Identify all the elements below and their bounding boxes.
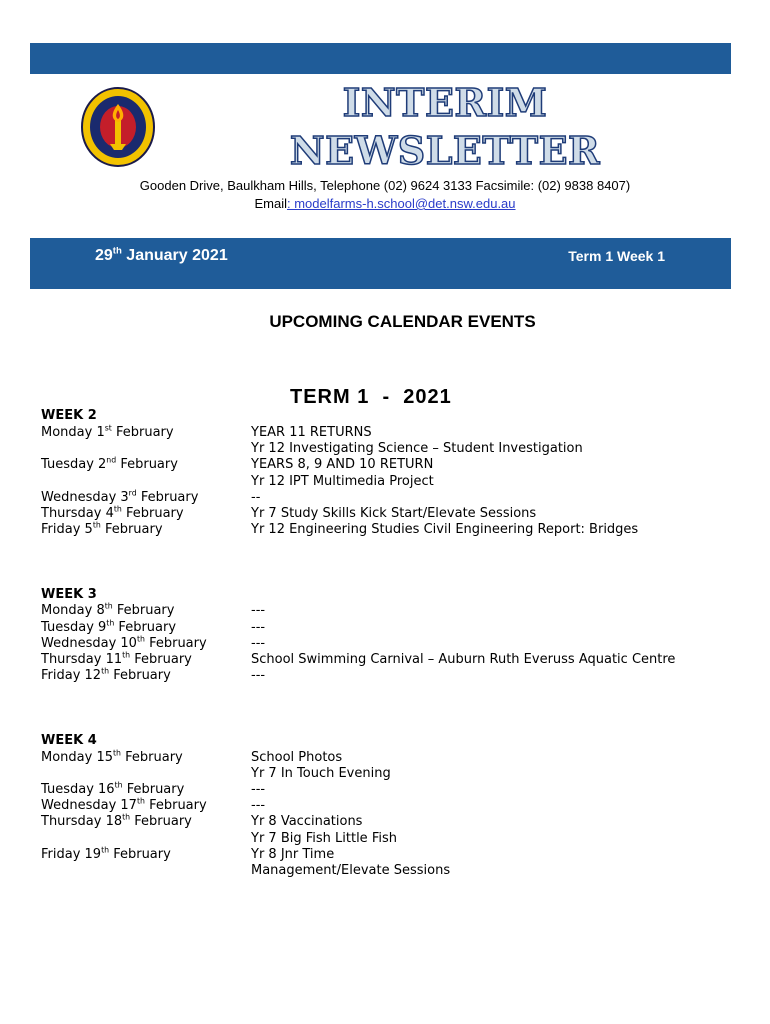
day-label: Wednesday 3rd February [41, 488, 199, 505]
day-label: Monday 1st February [41, 423, 174, 440]
event-item: Management/Elevate Sessions [251, 863, 451, 878]
day-label: Tuesday 2nd February [41, 455, 178, 472]
event-item: School Photos [251, 750, 343, 765]
day-label: Friday 5th February [41, 520, 163, 537]
event-item: Yr 7 Big Fish Little Fish [251, 831, 397, 846]
event-item: Yr 7 Study Skills Kick Start/Elevate Sessions [251, 506, 537, 521]
day-label: Thursday 4th February [41, 504, 184, 521]
school-address: Gooden Drive, Baulkham Hills, Telephone (02) 9624 3133 Facsimile: (02) 9838 8407) [139, 178, 631, 193]
event-item: School Swimming Carnival – Auburn Ruth Everuss Aquatic Centre [251, 652, 676, 667]
day-label: Wednesday 10th February [41, 634, 207, 651]
event-item: --- [251, 636, 266, 651]
day-label: Wednesday 17th February [41, 796, 207, 813]
event-item: --- [251, 620, 266, 635]
week-4-heading: WEEK 4 [41, 733, 97, 748]
event-item: --- [251, 603, 266, 618]
event-item: YEARS 8, 9 AND 10 RETURN [251, 457, 434, 472]
week-3-heading: WEEK 3 [41, 587, 97, 602]
event-item: -- [251, 490, 261, 505]
event-item: Yr 8 Vaccinations [251, 814, 363, 829]
newsletter-title-line2: NEWSLETTER [289, 128, 601, 173]
day-label: Monday 15th February [41, 748, 183, 765]
email-line [0, 196, 770, 211]
issue-date: 29th January 2021 [95, 245, 228, 264]
newsletter-title-line1: INTERIM [342, 80, 548, 125]
event-item: Yr 7 In Touch Evening [251, 766, 391, 781]
event-item: --- [251, 782, 266, 797]
day-label: Tuesday 9th February [41, 618, 177, 635]
event-item: YEAR 11 RETURNS [251, 425, 372, 440]
term-heading: TERM 1 - 2021 [290, 386, 452, 408]
day-label: Tuesday 16th February [41, 780, 185, 797]
event-item: Yr 12 IPT Multimedia Project [251, 474, 434, 489]
event-item: Yr 12 Investigating Science – Student Investigation [251, 441, 583, 456]
day-label: Monday 8th February [41, 601, 175, 618]
day-label: Thursday 18th February [41, 812, 192, 829]
email-link[interactable]: : modelfarms-h.school@det.nsw.edu.au [286, 196, 516, 211]
day-label: Friday 12th February [41, 666, 171, 683]
date-banner [30, 238, 731, 289]
section-title: UPCOMING CALENDAR EVENTS [269, 312, 536, 331]
week-2-heading: WEEK 2 [41, 408, 97, 423]
term-week: Term 1 Week 1 [568, 248, 665, 264]
event-item: --- [251, 668, 266, 683]
event-item: --- [251, 798, 266, 813]
school-crest-icon [80, 86, 156, 168]
email-label: Email [254, 196, 287, 211]
top-banner [30, 43, 731, 74]
day-label: Friday 19th February [41, 845, 171, 862]
day-label: Thursday 11th February [41, 650, 192, 667]
event-item: Yr 12 Engineering Studies Civil Engineering Report: Bridges [251, 522, 639, 537]
event-item: Yr 8 Jnr Time [251, 847, 335, 862]
